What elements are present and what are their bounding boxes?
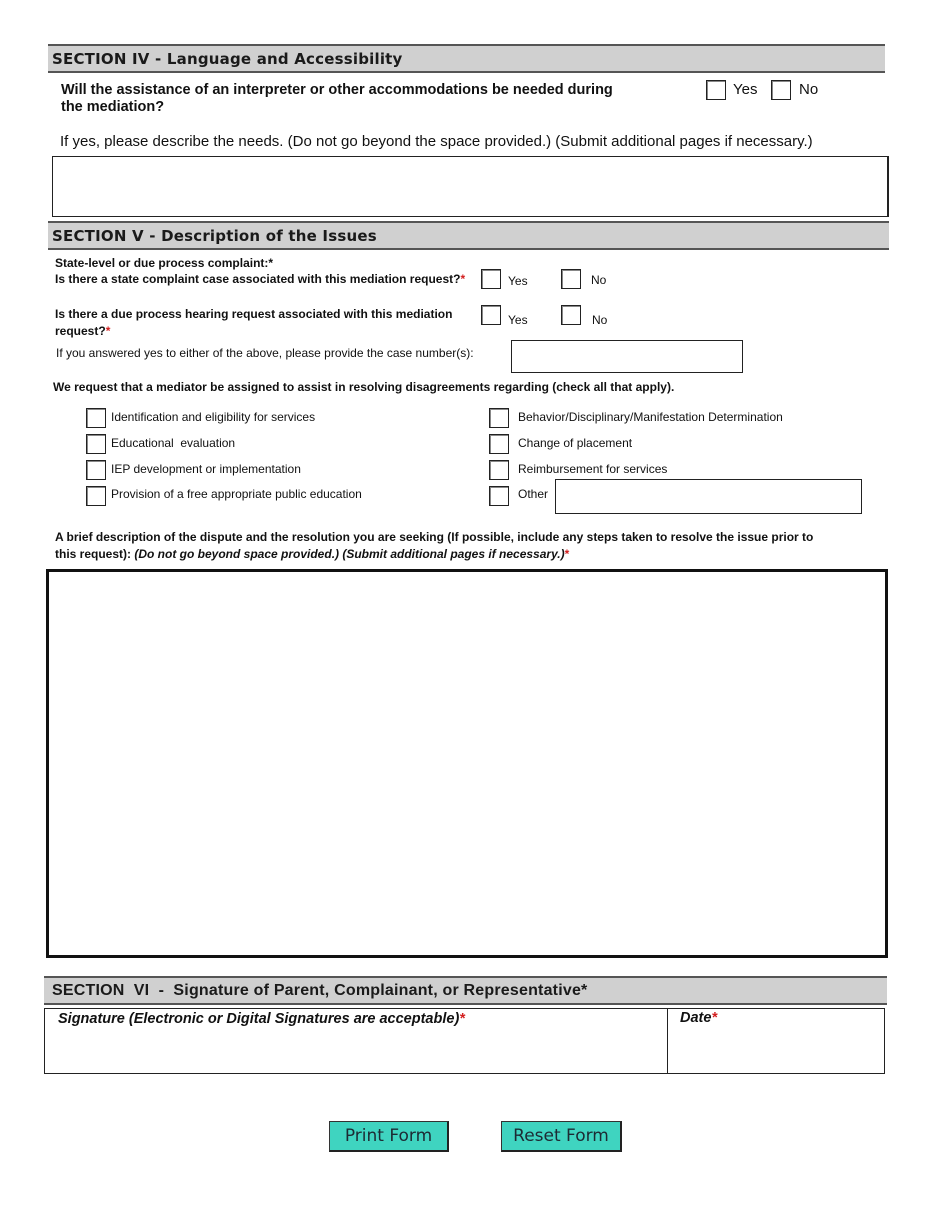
section-vi-header [44, 976, 887, 1005]
interpreter-yes-checkbox[interactable] [706, 80, 726, 100]
accommodation-instructions: If yes, please describe the needs. (Do not go beyond the space provided.) (Submit additional pages if necessary.) [60, 133, 813, 150]
due-process-no-label: No [592, 313, 608, 327]
required-marker: * [460, 272, 466, 286]
date-label: Date [680, 1010, 712, 1026]
interpreter-question-line2: the mediation? [61, 99, 165, 115]
due-process-question-line2: request? [55, 324, 106, 338]
issue-evaluation-label: Educational evaluation [111, 436, 236, 450]
due-process-yes-checkbox[interactable] [481, 305, 501, 325]
due-process-question-line1: Is there a due process hearing request associated with this mediation [55, 307, 453, 321]
required-marker: * [105, 324, 111, 338]
case-number-field[interactable] [511, 340, 743, 373]
issue-other-label: Other [518, 487, 549, 501]
interpreter-no-label: No [799, 81, 819, 98]
dispute-description-label [55, 529, 875, 563]
section-iv-title: SECTION IV - Language and Accessibility [52, 49, 403, 68]
section-vi-title: SECTION VI - Signature of Parent, Complainant, or Representative* [52, 981, 588, 999]
issue-behavior-checkbox[interactable] [489, 408, 509, 428]
state-complaint-yes-checkbox[interactable] [481, 269, 501, 289]
required-marker: * [459, 1011, 465, 1027]
issue-reimbursement-checkbox[interactable] [489, 460, 509, 480]
interpreter-yes-label: Yes [733, 81, 758, 98]
dispute-description-note: (Do not go beyond space provided.) (Submit additional pages if necessary.) [134, 547, 565, 561]
issue-identification-checkbox[interactable] [86, 408, 106, 428]
date-field[interactable] [668, 1009, 884, 1073]
reset-form-button[interactable]: Reset Form [501, 1121, 622, 1152]
mediation-request-label: We request that a mediator be assigned to assist in resolving disagreements regarding (check all that apply). [53, 380, 675, 394]
dispute-description-line1: A brief description of the dispute and the resolution you are seeking (If possible, include any steps taken to resolve the issue prior to [55, 530, 814, 544]
state-complaint-question-text: Is there a state complaint case associated with this mediation request? [55, 272, 461, 286]
section-iv-header [48, 44, 885, 73]
complaint-type-label: State-level or due process complaint:* [55, 256, 274, 270]
issue-fape-checkbox[interactable] [86, 486, 106, 506]
state-complaint-no-checkbox[interactable] [561, 269, 581, 289]
issue-evaluation-checkbox[interactable] [86, 434, 106, 454]
due-process-no-checkbox[interactable] [561, 305, 581, 325]
dispute-description-field[interactable] [46, 569, 888, 958]
state-complaint-no-label: No [591, 273, 607, 287]
required-marker: * [564, 547, 570, 561]
issue-other-checkbox[interactable] [489, 486, 509, 506]
issue-placement-label: Change of placement [518, 436, 633, 450]
required-marker: * [711, 1010, 718, 1026]
issue-iep-label: IEP development or implementation [111, 462, 301, 476]
dispute-description-line2: this request): [55, 547, 135, 561]
signature-label: Signature (Electronic or Digital Signatures are acceptable) [58, 1011, 460, 1027]
issue-behavior-label: Behavior/Disciplinary/Manifestation Determination [518, 410, 783, 424]
accommodation-needs-field[interactable] [52, 156, 889, 217]
interpreter-question-line1: Will the assistance of an interpreter or other accommodations be needed during [61, 82, 613, 98]
interpreter-question [61, 82, 681, 116]
issue-placement-checkbox[interactable] [489, 434, 509, 454]
due-process-yes-label: Yes [508, 313, 528, 327]
issue-other-field[interactable] [555, 479, 862, 514]
due-process-question [55, 306, 452, 340]
state-complaint-yes-label: Yes [508, 274, 528, 288]
case-number-label: If you answered yes to either of the above, please provide the case number(s): [56, 346, 474, 360]
section-v-header [48, 221, 889, 250]
interpreter-no-checkbox[interactable] [771, 80, 791, 100]
state-complaint-question [55, 272, 465, 286]
section-v-title: SECTION V - Description of the Issues [52, 226, 377, 245]
signature-field[interactable] [45, 1009, 666, 1073]
issue-iep-checkbox[interactable] [86, 460, 106, 480]
issue-fape-label: Provision of a free appropriate public education [111, 487, 362, 501]
print-form-button[interactable]: Print Form [329, 1121, 449, 1152]
issue-reimbursement-label: Reimbursement for services [518, 462, 668, 476]
issue-identification-label: Identification and eligibility for services [111, 410, 316, 424]
